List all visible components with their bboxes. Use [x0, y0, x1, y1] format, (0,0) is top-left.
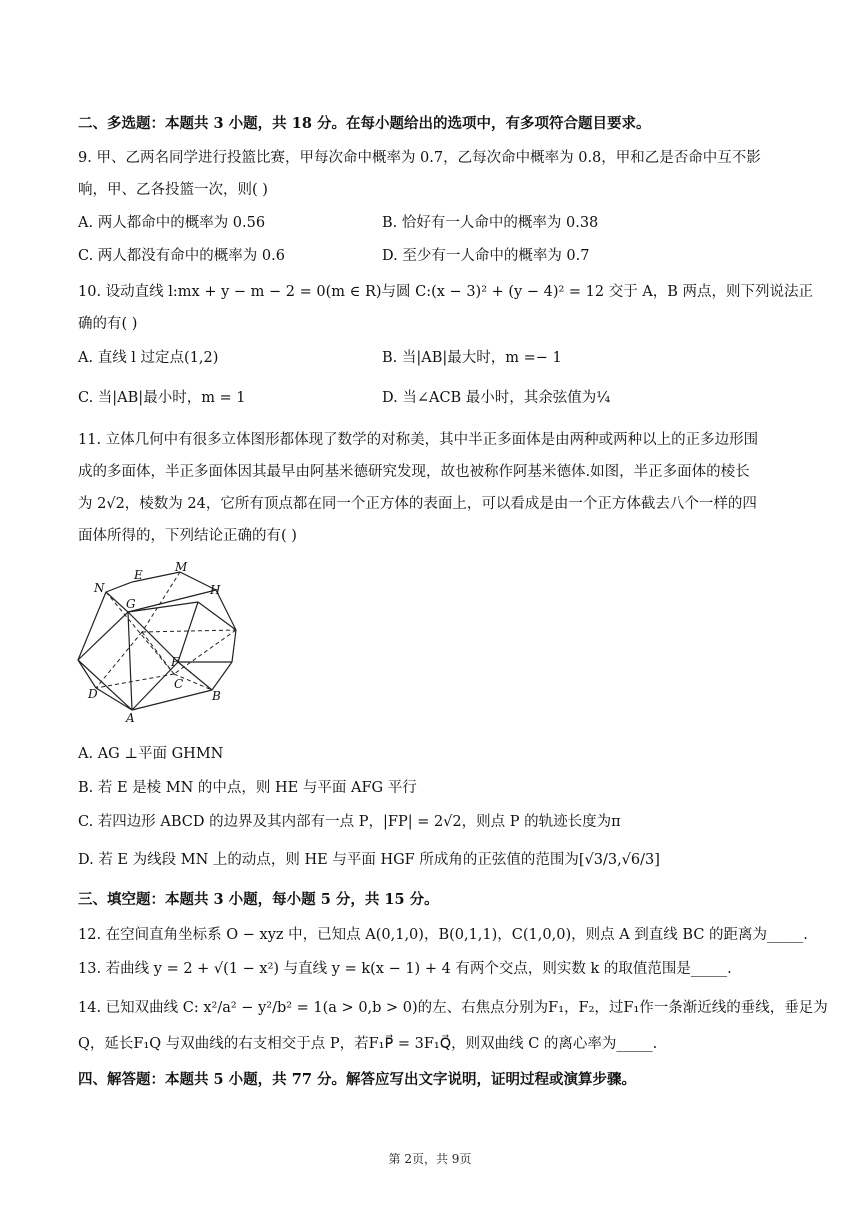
- q11-stem-line-2: 成的多面体，半正多面体因其最早由阿基米德研究发现，故也被称作阿基米德体.如图，半正多面体的棱长: [78, 464, 750, 480]
- vertex-label-f: F: [171, 655, 180, 669]
- q11-option-d: D. 若 E 为线段 MN 上的动点，则 HE 与平面 HGF 所成角的正弦值的范围为[√3/3,√6/3]: [78, 852, 660, 868]
- vertex-label-a: A: [126, 711, 135, 722]
- q9-stem-line-2: 响，甲、乙各投篮一次，则( ): [78, 182, 268, 198]
- q9-option-d: D. 至少有一人命中的概率为 0.7: [382, 248, 590, 264]
- page-footer: 第 2页，共 9页: [388, 1152, 472, 1166]
- vertex-label-d: D: [88, 687, 98, 701]
- polyhedron-figure: [70, 562, 250, 722]
- q10-option-d: D. 当∠ACB 最小时，其余弦值为¼: [382, 390, 611, 406]
- q11-stem-line-4: 面体所得的，下列结论正确的有( ): [78, 528, 297, 544]
- vertex-label-c: C: [174, 677, 184, 691]
- vertex-label-g: G: [126, 597, 136, 611]
- q9-stem-line-1: 9. 甲、乙两名同学进行投篮比赛，甲每次命中概率为 0.7，乙每次命中概率为 0.8，甲和乙是否命中互不影: [78, 150, 761, 166]
- vertex-label-m: M: [175, 562, 188, 574]
- q10-stem-line-2: 确的有( ): [78, 316, 138, 332]
- q11-option-b: B. 若 E 是棱 MN 的中点，则 HE 与平面 AFG 平行: [78, 780, 417, 796]
- q10-option-c: C. 当|AB|最小时，m = 1: [78, 390, 246, 406]
- q11-stem-line-1: 11. 立体几何中有很多立体图形都体现了数学的对称美，其中半正多面体是由两种或两种以上的正多边形围: [78, 432, 759, 448]
- q10-option-b: B. 当|AB|最大时，m =− 1: [382, 350, 562, 366]
- q10-stem-line-1: 10. 设动直线 l:mx + y − m − 2 = 0(m ∈ R)与圆 C:(x − 3)² + (y − 4)² = 12 交于 A，B 两点，则下列说法正: [78, 284, 814, 300]
- q14-stem-line-1: 14. 已知双曲线 C: x²/a² − y²/b² = 1(a > 0,b > 0)的左、右焦点分别为F₁，F₂，过F₁作一条渐近线的垂线，垂足为: [78, 1000, 828, 1016]
- vertex-label-e: E: [134, 568, 143, 582]
- q9-option-c: C. 两人都没有命中的概率为 0.6: [78, 248, 285, 264]
- q11-stem-line-3: 为 2√2，棱数为 24，它所有顶点都在同一个正方体的表面上，可以看成是由一个正方体截去八个一样的四: [78, 496, 757, 512]
- q11-option-a: A. AG ⊥平面 GHMN: [78, 746, 224, 762]
- section-4-header: 四、解答题：本题共 5 小题，共 77 分。解答应写出文字说明，证明过程或演算步骤。: [78, 1071, 636, 1088]
- q10-option-a: A. 直线 l 过定点(1,2): [78, 350, 219, 366]
- section-3-header: 三、填空题：本题共 3 小题，每小题 5 分，共 15 分。: [78, 891, 439, 908]
- vertex-label-n: N: [94, 581, 105, 595]
- q14-stem-line-2: Q，延长F₁Q 与双曲线的右支相交于点 P，若F₁P⃗ = 3F₁Q⃗，则双曲线 C 的离心率为_____.: [78, 1036, 658, 1052]
- q9-option-b: B. 恰好有一人命中的概率为 0.38: [382, 215, 599, 231]
- section-2-header: 二、多选题：本题共 3 小题，共 18 分。在每小题给出的选项中，有多项符合题目要求。: [78, 115, 651, 132]
- vertex-label-b: B: [212, 689, 221, 703]
- vertex-label-h: H: [210, 583, 221, 597]
- q11-option-c: C. 若四边形 ABCD 的边界及其内部有一点 P，|FP| = 2√2，则点 P 的轨迹长度为π: [78, 814, 621, 830]
- q13-text: 13. 若曲线 y = 2 + √(1 − x²) 与直线 y = k(x − 1) + 4 有两个交点，则实数 k 的取值范围是_____.: [78, 961, 732, 977]
- q9-option-a: A. 两人都命中的概率为 0.56: [78, 215, 266, 231]
- q12-text: 12. 在空间直角坐标系 O − xyz 中，已知点 A(0,1,0)，B(0,1,1)，C(1,0,0)，则点 A 到直线 BC 的距离为_____.: [78, 927, 808, 943]
